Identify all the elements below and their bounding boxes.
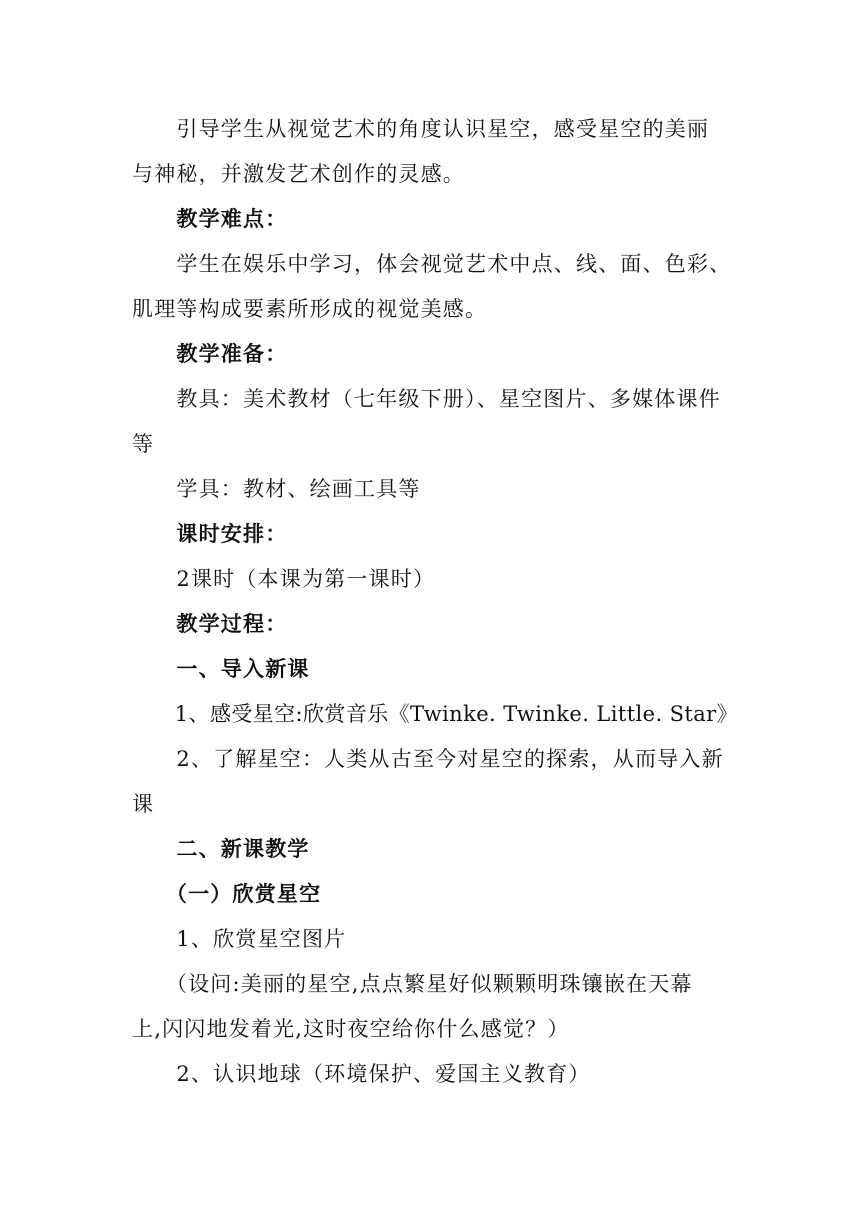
paragraph-feel-starry-sky: 1、感受星空:欣赏音乐《Twinke. Twinke. Little. Star》 [132,702,739,726]
heading-new-lesson-teaching: 二、新课教学 [132,836,310,861]
heading-teaching-process: 教学过程： [132,611,288,636]
heading-introduce-new-lesson: 一、导入新课 [132,656,310,681]
paragraph-goal-line-2: 与神秘，并激发艺术创作的灵感。 [132,162,465,186]
paragraph-question-line-2: 上,闪闪地发着光,这时夜空给你什么感觉？） [132,1017,570,1041]
paragraph-teacher-tools-line-2: 等 [132,432,155,456]
paragraph-difficulty-line-2: 肌理等构成要素所形成的视觉美感。 [132,297,488,321]
heading-teaching-difficulty: 教学难点： [132,206,288,231]
paragraph-appreciate-pictures: 1、欣赏星空图片 [132,927,347,951]
paragraph-understand-starry-sky-line-2: 课 [132,792,155,816]
heading-appreciate-starry-sky: （一）欣赏星空 [132,881,322,906]
paragraph-understand-starry-sky-line-1: 2、了解星空：人类从古至今对星空的探索，从而导入新 [132,747,724,771]
paragraph-question-line-1: （设问:美丽的星空,点点繁星好似颗颗明珠镶嵌在天幕 [132,972,693,996]
paragraph-student-tools: 学具：教材、绘画工具等 [132,477,421,501]
paragraph-difficulty-line-1: 学生在娱乐中学习，体会视觉艺术中点、线、面、色彩、 [132,252,732,276]
paragraph-class-hours: 2课时（本课为第一课时） [132,567,436,591]
paragraph-understand-earth: 2、认识地球（环境保护、爱国主义教育） [132,1062,591,1086]
paragraph-teacher-tools-line-1: 教具：美术教材（七年级下册）、星空图片、多媒体课件 [132,387,721,411]
heading-class-schedule: 课时安排： [132,521,288,546]
paragraph-goal-line-1: 引导学生从视觉艺术的角度认识星空，感受星空的美丽 [132,117,710,141]
heading-teaching-preparation: 教学准备： [132,341,288,366]
